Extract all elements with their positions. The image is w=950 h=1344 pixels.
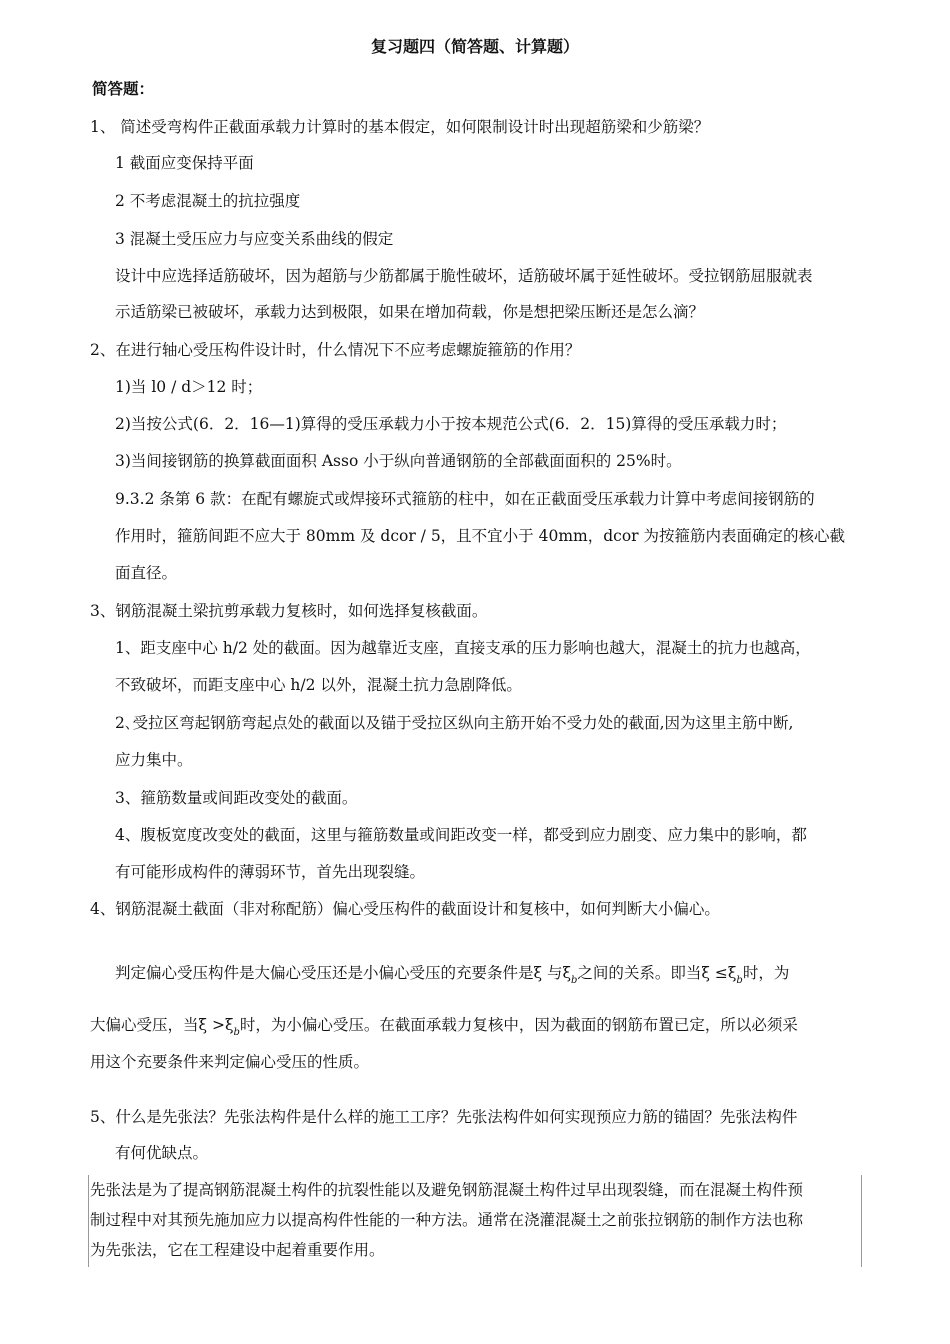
answer-1-text-line-2: 示适筋梁已被破坏，承载力达到极限，如果在增加荷载，你是想把梁压断还是怎么滴？ [115, 303, 705, 321]
answer-2-item-2: 2)当按公式(6．2．16—1)算得的受压承载力小于按本规范公式(6．2．15)算得的受压承载力时； [115, 415, 787, 433]
answer-4-line-2-part-a: 大偏心受压，当ξ >ξ [90, 1016, 234, 1034]
answer-4-line-1-part-a: 判定偏心受压构件是大偏心受压还是小偏心受压的充要条件是ξ 与ξ [115, 964, 572, 982]
answer-3-item-2-line-2: 应力集中。 [115, 751, 193, 769]
answer-3-item-4-line-1: 4、腹板宽度改变处的截面，这里与箍筋数量或间距改变一样，都受到应力剧变、应力集中的影响，都 [115, 826, 807, 844]
question-3: 3、钢筋混凝土梁抗剪承载力复核时，如何选择复核截面。 [90, 602, 488, 620]
answer-4-line-1 [115, 963, 789, 986]
answer-1-item-1: 1 截面应变保持平面 [115, 154, 254, 172]
answer-box-right-border [861, 1175, 862, 1267]
answer-2-item-3: 3)当间接钢筋的换算截面面积 Asso 小于纵向普通钢筋的全部截面面积的 25%时。 [115, 452, 682, 470]
section-heading: 简答题： [92, 80, 155, 98]
answer-1-text-line-1: 设计中应选择适筋破坏，因为超筋与少筋都属于脆性破坏，适筋破坏属于延性破坏。受拉钢筋屈服就表 [115, 267, 813, 285]
question-5-line-1: 5、什么是先张法？先张法构件是什么样的施工工序？先张法构件如何实现预应力筋的锚固？先张法构件 [90, 1108, 798, 1126]
question-4: 4、钢筋混凝土截面（非对称配筋）偏心受压构件的截面设计和复核中，如何判断大小偏心。 [90, 900, 720, 918]
answer-4-line-3: 用这个充要条件来判定偏心受压的性质。 [90, 1053, 370, 1071]
answer-2-text-line-2: 作用时，箍筋间距不应大于 80mm 及 dcor / 5，且不宜小于 40mm，dcor 为按箍筋内表面确定的核心截 [115, 527, 846, 545]
page-title: 复习题四（简答题、计算题） [370, 37, 579, 56]
answer-3-item-4-line-2: 有可能形成构件的薄弱环节，首先出现裂缝。 [115, 863, 426, 881]
question-1: 1、 简述受弯构件正截面承载力计算时的基本假定，如何限制设计时出现超筋梁和少筋梁？ [90, 118, 710, 136]
question-5-line-2: 有何优缺点。 [115, 1144, 209, 1162]
xi-b-subscript-2: b [736, 975, 743, 986]
answer-box-left-border [88, 1175, 89, 1267]
answer-3-item-3: 3、箍筋数量或间距改变处的截面。 [115, 789, 358, 807]
answer-4-line-1-part-c: 时，为 [742, 964, 790, 982]
answer-1-item-2: 2 不考虑混凝土的抗拉强度 [115, 192, 301, 210]
answer-3-item-2-line-1: 2､受拉区弯起钢筋弯起点处的截面以及锚于受拉区纵向主筋开始不受力处的截面,因为这里主筋中断, [115, 714, 794, 732]
answer-5-line-3: 为先张法，它在工程建设中起着重要作用。 [90, 1241, 385, 1259]
answer-4-line-2-part-b: 时，为小偏心受压。在截面承载力复核中，因为截面的钢筋布置已定，所以必须采 [239, 1016, 798, 1034]
answer-3-item-1-line-1: 1、距支座中心 h/2 处的截面。因为越靠近支座，直接支承的压力影响也越大，混凝土的抗力也越高， [115, 639, 811, 657]
xi-b-subscript: b [571, 975, 578, 986]
question-2: 2、在进行轴心受压构件设计时，什么情况下不应考虑螺旋箍筋的作用？ [90, 341, 581, 359]
answer-2-item-1: 1)当 l0 / d＞12 时； [115, 378, 263, 396]
answer-2-text-line-1: 9.3.2 条第 6 款：在配有螺旋式或焊接环式箍筋的柱中，如在正截面受压承载力计算中考虑间接钢筋的 [115, 490, 815, 508]
answer-5-line-2: 制过程中对其预先施加应力以提高构件性能的一种方法。通常在浇灌混凝土之前张拉钢筋的制作方法也称 [90, 1211, 804, 1229]
answer-4-line-1-part-b: 之间的关系。即当ξ ≤ξ [577, 964, 737, 982]
answer-5-line-1: 先张法是为了提高钢筋混凝土构件的抗裂性能以及避免钢筋混凝土构件过早出现裂缝，而在混凝土构件预 [90, 1181, 804, 1199]
answer-1-item-3: 3 混凝土受压应力与应变关系曲线的假定 [115, 230, 394, 248]
answer-2-text-line-3: 面直径。 [115, 564, 178, 582]
answer-4-line-2 [90, 1015, 798, 1038]
answer-3-item-1-line-2: 不致破坏，而距支座中心 h/2 以外，混凝土抗力急剧降低。 [115, 676, 522, 694]
xi-b-subscript-3: b [233, 1027, 240, 1038]
